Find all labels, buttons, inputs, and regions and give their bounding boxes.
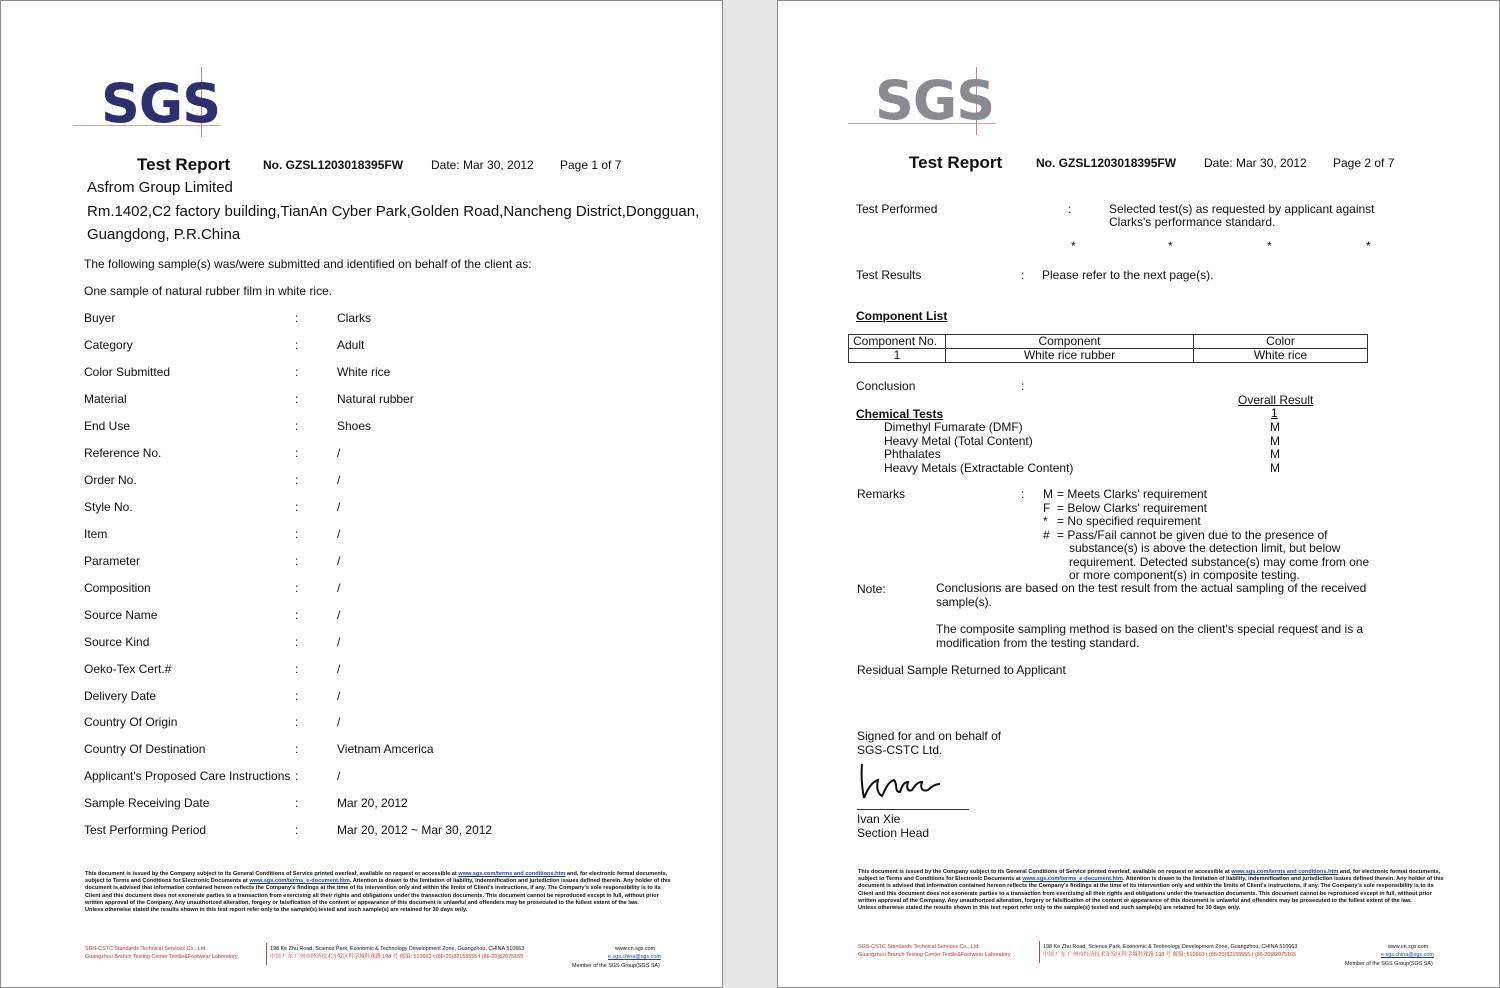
lab-name: Guangzhou Branch Testing Center Textile&Footwear Laboratory — [85, 954, 238, 960]
table-header-row — [849, 335, 1368, 349]
remark-text-cont: requirement. Detected substance(s) may come from one — [1069, 554, 1370, 569]
note-1: Conclusions are based on the test result from the actual sampling of the received — [936, 581, 1367, 595]
remark-text: = No specified requirement — [1057, 514, 1201, 528]
field-label: End Use — [84, 419, 131, 433]
report-date: Date: Mar 30, 2012 — [1204, 156, 1307, 170]
chemical-test-name: Heavy Metals (Extractable Content) — [884, 460, 1074, 475]
field-value: / — [337, 500, 341, 514]
field-value: Shoes — [337, 419, 372, 433]
footer-email[interactable]: e sgs.china@sgs.com — [1381, 952, 1434, 958]
cell-color: White rice — [1194, 349, 1368, 363]
chemical-test-result: M — [1270, 460, 1280, 475]
colon: : — [295, 365, 299, 379]
footer-address-en: 198 Ke Zhu Road, Science Park, Economic & Technology Development Zone, Guangzhou, CHINA 510663 — [1043, 944, 1298, 950]
cell-component-no: 1 — [849, 349, 946, 363]
client-name: Asfrom Group Limited — [87, 179, 233, 196]
legal-fine-print: This document is issued by the Company subject to its General Conditions of Service printed overleaf, available on request or accessible at www.sgs.com/terms and conditions.htm and, for electronic format documents, subject to Terms and Conditions for Electronic Documents at www.sgs.com/terms_e-document.htm. Attention is drawn to the limitation of liability, indemnification and jurisdiction issues defined therein. Any holder of this document is advised that information contained hereon reflects the Company's findings at the time of its intervention only and within the limits of Client's instructions, if any. The Company's sole responsibility is to its Client and this document does not exonerate parties to a transaction from exercising all their rights and obligations under the transaction documents. This document cannot be reproduced except in full, without prior written approval of the Company. Any unauthorized alteration, forgery or falsification of the content or appearance of this document is unlawful and offenders may be prosecuted to the fullest extent of the law. Unless otherwise stated the results shown in this test report refer only to the sample(s) tested and such sample(s) are retained for 30 days only. — [858, 869, 1444, 912]
colon: : — [295, 311, 299, 325]
footer-website: www.cn.sgs.com — [615, 946, 656, 952]
report-number: No. GZSL1203018395FW — [1036, 156, 1177, 170]
component-table — [848, 334, 1368, 363]
note-1-cont: sample(s). — [936, 595, 993, 609]
chemical-test-name: Dimethyl Fumarate (DMF) — [884, 420, 1023, 434]
colon: : — [295, 635, 299, 649]
footer-address-en: 198 Ke Zhu Road, Science Park, Economic & Technology Development Zone, Guangzhou, CHINA 510663 — [270, 946, 525, 952]
colon: : — [295, 338, 299, 352]
table-row — [849, 349, 1368, 363]
asterisk: * — [1267, 239, 1272, 253]
report-page-2 — [777, 0, 1500, 988]
field-value: Vietnam Amcerica — [337, 742, 434, 756]
field-value: White rice — [337, 365, 391, 379]
field-label: Parameter — [84, 554, 141, 568]
client-address-line2: Guangdong, P.R.China — [87, 226, 241, 243]
remark-symbol: # — [1043, 527, 1050, 542]
field-value: / — [337, 635, 341, 649]
field-value: / — [337, 662, 341, 676]
test-performed-value: Selected test(s) as requested by applicant against — [1109, 202, 1375, 216]
asterisk: * — [1071, 239, 1076, 253]
field-label: Order No. — [84, 473, 137, 487]
field-value: Mar 20, 2012 — [337, 796, 408, 810]
field-label: Category — [84, 338, 133, 352]
field-value: / — [337, 608, 341, 622]
field-label: Source Name — [84, 608, 158, 622]
sgs-logo: SGS — [101, 72, 221, 135]
test-results-value: Please refer to the next page(s). — [1042, 268, 1214, 282]
colon: : — [295, 392, 299, 406]
residual-sample: Residual Sample Returned to Applicant — [857, 663, 1066, 677]
signature-image — [858, 758, 948, 800]
remark-text-cont: substance(s) is above the detection limit, but below — [1069, 541, 1341, 555]
remark-text: = Pass/Fail cannot be given due to the presence of — [1057, 527, 1328, 542]
sgs-logo: SGS — [875, 69, 995, 132]
signing-company: SGS-CSTC Ltd. — [857, 743, 943, 757]
colon: : — [295, 823, 299, 837]
report-page-1 — [0, 0, 723, 988]
footer-divider — [1039, 941, 1040, 963]
page-number: Page 1 of 7 — [560, 158, 622, 172]
remark-text-cont: or more component(s) in composite testing. — [1069, 568, 1300, 582]
remark-text: = Below Clarks' requirement — [1057, 500, 1208, 515]
note-label: Note: — [857, 582, 886, 596]
colon: : — [295, 446, 299, 460]
field-value: Adult — [337, 338, 365, 352]
component-list-title: Component List — [856, 309, 948, 323]
colon: : — [295, 500, 299, 514]
field-label: Style No. — [84, 500, 133, 514]
footer-member: Member of the SGS Group(SGS SA) — [1345, 961, 1433, 967]
field-label: Composition — [84, 581, 151, 595]
remarks-label: Remarks — [857, 487, 906, 501]
field-label: Oeko-Tex Cert.# — [84, 662, 172, 676]
terms-link[interactable]: www.sgs.com/terms and conditions.htm — [458, 871, 566, 877]
footer-address-cn: 中国 广东 广州市经济技术开发区科学城科珠路 198 号 邮编: 510663 t (86-20)82155555 f (86-20)82075165 — [1043, 952, 1297, 958]
legal-fine-print: This document is issued by the Company subject to its General Conditions of Service printed overleaf, available on request or accessible at www.sgs.com/terms and conditions.htm and, for electronic format documents, subject to Terms and Conditions for Electronic Documents at www.sgs.com/terms_e-document.htm. Attention is drawn to the limitation of liability, indemnification and jurisdiction issues defined therein. Any holder of this document is advised that information contained hereon reflects the Company's findings at the time of its intervention only and within the limits of Client's instructions, if any. The Company's sole responsibility is to its Client and this document does not exonerate parties to a transaction from exercising all their rights and obligations under the transaction documents. This document cannot be reproduced except in full, without prior written approval of the Company. Any unauthorized alteration, forgery or falsification of the content or appearance of this document is unlawful and offenders may be prosecuted to the fullest extent of the law. Unless otherwise stated the results shown in this test report refer only to the sample(s) tested and such sample(s) are retained for 30 days only. — [85, 871, 671, 914]
cell-component: White rice rubber — [946, 349, 1194, 363]
field-label: Color Submitted — [84, 365, 171, 379]
field-value: / — [337, 769, 341, 783]
footer-email[interactable]: e sgs.china@sgs.com — [608, 954, 661, 960]
field-value: / — [337, 527, 341, 541]
sample-description: One sample of natural rubber film in white rice. — [84, 284, 333, 298]
company-name: SGS-CSTC Standards Technical Services Co., Ltd. — [858, 944, 980, 950]
report-title: Test Report — [137, 155, 231, 174]
result-column-index: 1 — [1271, 406, 1278, 420]
field-label: Applicant's Proposed Care Instructions — [84, 769, 291, 783]
colon: : — [295, 581, 299, 595]
colon: : — [1021, 379, 1025, 393]
colon: : — [295, 742, 299, 756]
asterisk: * — [1366, 239, 1371, 253]
field-label: Delivery Date — [84, 689, 157, 703]
footer-divider — [266, 943, 267, 965]
remark-symbol: M — [1043, 487, 1053, 501]
chemical-test-result: M — [1270, 433, 1280, 448]
test-performed-value-cont: Clarks's performance standard. — [1109, 215, 1276, 229]
field-label: Test Performing Period — [84, 823, 207, 837]
field-label: Country Of Origin — [84, 715, 178, 729]
colon: : — [295, 527, 299, 541]
colon: : — [295, 473, 299, 487]
e-document-terms-link[interactable]: www.sgs.com/terms_e-document.htm — [249, 878, 350, 885]
footer-website: www.cn.sgs.com — [1388, 944, 1429, 950]
terms-link[interactable]: www.sgs.com/terms and conditions.htm — [1231, 869, 1339, 875]
colon: : — [295, 554, 299, 568]
header-component-no: Component No. — [849, 335, 946, 349]
page-number: Page 2 of 7 — [1333, 156, 1395, 170]
field-label: Country Of Destination — [84, 742, 206, 756]
note-2-cont: modification from the testing standard. — [936, 636, 1140, 650]
colon: : — [295, 419, 299, 433]
colon: : — [1021, 268, 1025, 282]
overall-result-label: Overall Result — [1238, 393, 1314, 407]
remark-symbol: F — [1043, 500, 1051, 515]
footer-address-cn: 中国 广东 广州市经济技术开发区科学城科珠路 198 号 邮编: 510663 t (86-20)82155555 f (86-20)82075165 — [270, 954, 524, 960]
asterisk: * — [1168, 239, 1173, 253]
header-component: Component — [946, 335, 1194, 349]
remark-text: = Meets Clarks' requirement — [1057, 487, 1208, 501]
field-label: Item — [84, 527, 108, 541]
remark-symbol: * — [1043, 514, 1048, 528]
test-performed-label: Test Performed — [856, 202, 938, 216]
report-number: No. GZSL1203018395FW — [263, 158, 404, 172]
field-value: Clarks — [337, 311, 372, 325]
chemical-test-result: M — [1270, 447, 1280, 461]
field-value: / — [337, 689, 341, 703]
colon: : — [295, 715, 299, 729]
field-value: / — [337, 715, 341, 729]
field-value: / — [337, 554, 341, 568]
colon: : — [1068, 202, 1072, 216]
colon: : — [295, 662, 299, 676]
colon: : — [295, 608, 299, 622]
note-2: The composite sampling method is based on the client's special request and is a — [936, 622, 1364, 636]
field-value: / — [337, 446, 341, 460]
chemical-test-name: Heavy Metal (Total Content) — [884, 433, 1033, 448]
test-results-label: Test Results — [856, 268, 922, 282]
field-label: Reference No. — [84, 446, 162, 460]
signer-title: Section Head — [857, 826, 930, 840]
signature-line — [857, 809, 969, 810]
colon: : — [295, 769, 299, 783]
chemical-test-result: M — [1270, 420, 1280, 434]
company-name: SGS-CSTC Standards Technical Services Co., Ltd. — [85, 946, 207, 952]
footer-member: Member of the SGS Group(SGS SA) — [572, 963, 660, 969]
field-value: Mar 20, 2012 ~ Mar 30, 2012 — [337, 823, 493, 837]
client-address-line1: Rm.1402,C2 factory building,TianAn Cyber Park,Golden Road,Nancheng District,Dongguan, — [87, 203, 700, 220]
colon: : — [295, 689, 299, 703]
chemical-tests-title: Chemical Tests — [856, 407, 944, 421]
colon: : — [1021, 487, 1025, 501]
signer-name: Ivan Xie — [857, 812, 901, 826]
field-value: / — [337, 473, 341, 487]
field-label: Material — [84, 392, 127, 406]
intro-text: The following sample(s) was/were submitted and identified on behalf of the client as: — [84, 257, 532, 271]
field-label: Sample Receiving Date — [84, 796, 210, 810]
field-label: Buyer — [84, 311, 116, 325]
header-color: Color — [1194, 335, 1368, 349]
signed-on-behalf: Signed for and on behalf of — [857, 729, 1002, 743]
e-document-terms-link[interactable]: www.sgs.com/terms_e-document.htm — [1022, 876, 1123, 883]
report-title: Test Report — [909, 153, 1003, 172]
report-date: Date: Mar 30, 2012 — [431, 158, 534, 172]
conclusion-label: Conclusion — [856, 379, 916, 393]
chemical-test-name: Phthalates — [884, 447, 941, 461]
field-value: Natural rubber — [337, 392, 414, 406]
lab-name: Guangzhou Branch Testing Center Textile&Footwear Laboratory — [858, 952, 1011, 958]
colon: : — [295, 796, 299, 810]
field-label: Source Kind — [84, 635, 150, 649]
field-value: / — [337, 581, 341, 595]
